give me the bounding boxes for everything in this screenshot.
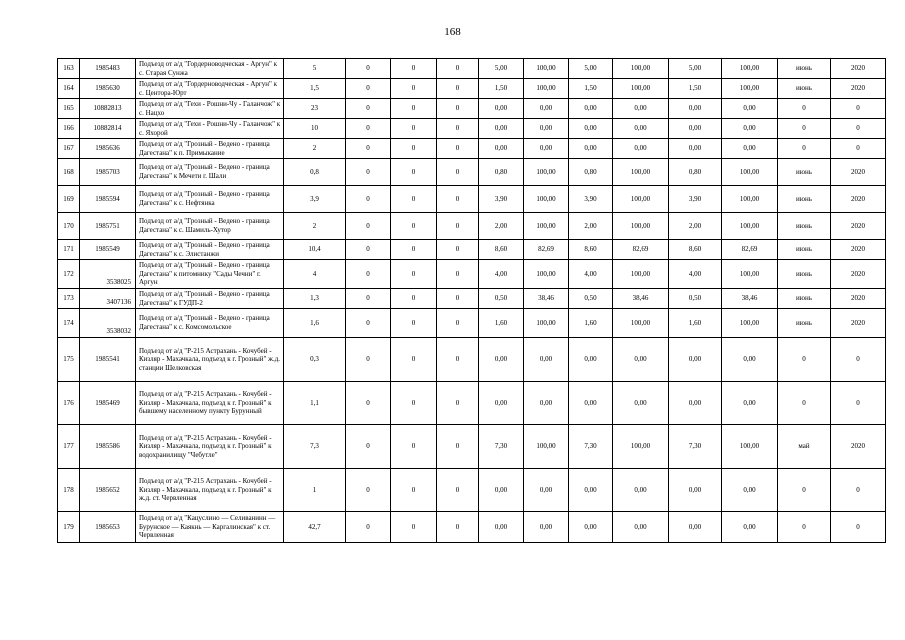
cell-n: 175 — [58, 338, 80, 382]
cell-c10: 100,00 — [722, 159, 778, 186]
cell-c4: 0 — [437, 425, 479, 469]
cell-month: 0 — [778, 382, 831, 425]
cell-c10: 0,00 — [722, 119, 778, 139]
cell-c6: 0,00 — [524, 512, 569, 543]
cell-c8: 0,00 — [613, 139, 669, 159]
cell-c6: 0,00 — [524, 99, 569, 119]
cell-month: июнь — [778, 186, 831, 213]
cell-c6: 100,00 — [524, 159, 569, 186]
table-row — [58, 59, 886, 79]
cell-c10: 100,00 — [722, 213, 778, 240]
cell-c7: 0,00 — [569, 139, 613, 159]
cell-c5: 0,00 — [479, 512, 524, 543]
cell-c7: 0,00 — [569, 99, 613, 119]
cell-c5: 0,00 — [479, 119, 524, 139]
cell-month: 0 — [778, 512, 831, 543]
cell-c9: 4,00 — [669, 260, 722, 289]
cell-month: июнь — [778, 159, 831, 186]
cell-year: 0 — [831, 119, 886, 139]
cell-c9: 0,50 — [669, 289, 722, 309]
cell-month: июнь — [778, 59, 831, 79]
cell-c1: 1,1 — [284, 382, 346, 425]
cell-c6: 0,00 — [524, 338, 569, 382]
cell-c5: 0,80 — [479, 159, 524, 186]
cell-year: 2020 — [831, 260, 886, 289]
cell-c10: 0,00 — [722, 382, 778, 425]
cell-name: Подъезд от а/д "Грозный - Ведено - граница Дагестана" к с. Комсомольское — [136, 309, 284, 338]
cell-month: июнь — [778, 309, 831, 338]
cell-c4: 0 — [437, 382, 479, 425]
cell-c1: 1,3 — [284, 289, 346, 309]
cell-code: 1985652 — [80, 469, 136, 512]
cell-c8: 0,00 — [613, 512, 669, 543]
cell-c9: 2,00 — [669, 213, 722, 240]
cell-c10: 82,69 — [722, 240, 778, 260]
cell-c8: 100,00 — [613, 159, 669, 186]
cell-c4: 0 — [437, 159, 479, 186]
cell-year: 2020 — [831, 213, 886, 240]
cell-c1: 42,7 — [284, 512, 346, 543]
cell-name: Подъезд от а/д "Р-215 Астрахань - Кочубей - Кизляр - Махачкала, подъезд к г. Грозный" ж.д. станции Шелковская — [136, 338, 284, 382]
cell-c7: 8,60 — [569, 240, 613, 260]
cell-year: 0 — [831, 99, 886, 119]
cell-c1: 0,8 — [284, 159, 346, 186]
cell-c4: 0 — [437, 512, 479, 543]
cell-c10: 0,00 — [722, 469, 778, 512]
cell-c1: 23 — [284, 99, 346, 119]
cell-c3: 0 — [391, 99, 437, 119]
cell-code: 1985586 — [80, 425, 136, 469]
cell-c7: 3,90 — [569, 186, 613, 213]
cell-c7: 0,00 — [569, 512, 613, 543]
cell-c7: 1,60 — [569, 309, 613, 338]
cell-c8: 100,00 — [613, 260, 669, 289]
cell-c8: 100,00 — [613, 213, 669, 240]
cell-c3: 0 — [391, 159, 437, 186]
cell-c3: 0 — [391, 382, 437, 425]
cell-code: 1985653 — [80, 512, 136, 543]
cell-month: 0 — [778, 338, 831, 382]
cell-n: 179 — [58, 512, 80, 543]
cell-c6: 100,00 — [524, 425, 569, 469]
table-row — [58, 512, 886, 543]
cell-c4: 0 — [437, 213, 479, 240]
cell-month: май — [778, 425, 831, 469]
cell-n: 178 — [58, 469, 80, 512]
cell-year: 2020 — [831, 425, 886, 469]
cell-c9: 1,50 — [669, 79, 722, 99]
cell-c6: 100,00 — [524, 79, 569, 99]
cell-name: Подъезд от а/д "Грозный - Ведено - граница Дагестана" к с. Шамиль-Хутор — [136, 213, 284, 240]
page-number: 168 — [444, 26, 461, 38]
cell-c2: 0 — [346, 260, 391, 289]
table-row — [58, 186, 886, 213]
cell-c1: 5 — [284, 59, 346, 79]
cell-c9: 0,00 — [669, 119, 722, 139]
cell-c5: 7,30 — [479, 425, 524, 469]
cell-c9: 1,60 — [669, 309, 722, 338]
cell-c8: 100,00 — [613, 425, 669, 469]
cell-c8: 100,00 — [613, 186, 669, 213]
cell-c2: 0 — [346, 309, 391, 338]
cell-c3: 0 — [391, 309, 437, 338]
cell-c7: 0,00 — [569, 382, 613, 425]
cell-year: 0 — [831, 512, 886, 543]
cell-c2: 0 — [346, 99, 391, 119]
table-row — [58, 139, 886, 159]
cell-c4: 0 — [437, 469, 479, 512]
cell-c5: 2,00 — [479, 213, 524, 240]
table-row — [58, 213, 886, 240]
cell-code: 1985751 — [80, 213, 136, 240]
cell-name: Подъезд от а/д "Грозный - Ведено - граница Дагестана" к питомнику "Сады Чечни" г. Аргун — [136, 260, 284, 289]
cell-c6: 0,00 — [524, 139, 569, 159]
cell-c2: 0 — [346, 382, 391, 425]
cell-c3: 0 — [391, 260, 437, 289]
cell-n: 163 — [58, 59, 80, 79]
cell-c2: 0 — [346, 119, 391, 139]
cell-name: Подъезд от а/д "Гехи - Рошни-Чу - Галанчож" к с. Яхорой — [136, 119, 284, 139]
cell-c10: 0,00 — [722, 338, 778, 382]
cell-year: 2020 — [831, 159, 886, 186]
cell-c4: 0 — [437, 289, 479, 309]
cell-c4: 0 — [437, 139, 479, 159]
cell-code: 1985541 — [80, 338, 136, 382]
cell-c1: 10,4 — [284, 240, 346, 260]
cell-c2: 0 — [346, 59, 391, 79]
cell-c10: 100,00 — [722, 59, 778, 79]
cell-month: июнь — [778, 213, 831, 240]
cell-c4: 0 — [437, 260, 479, 289]
cell-c5: 1,60 — [479, 309, 524, 338]
cell-c4: 0 — [437, 338, 479, 382]
table-row — [58, 382, 886, 425]
cell-c9: 3,90 — [669, 186, 722, 213]
cell-code: 1985594 — [80, 186, 136, 213]
cell-n: 168 — [58, 159, 80, 186]
cell-c9: 0,00 — [669, 469, 722, 512]
cell-month: 0 — [778, 99, 831, 119]
cell-c10: 100,00 — [722, 260, 778, 289]
cell-c6: 100,00 — [524, 186, 569, 213]
cell-year: 0 — [831, 469, 886, 512]
cell-c9: 0,00 — [669, 139, 722, 159]
cell-c5: 8,60 — [479, 240, 524, 260]
cell-name: Подъезд от а/д "Грозный - Ведено - граница Дагестана" к ГУДП-2 — [136, 289, 284, 309]
cell-c2: 0 — [346, 186, 391, 213]
cell-c9: 0,00 — [669, 338, 722, 382]
cell-c1: 10 — [284, 119, 346, 139]
cell-c10: 100,00 — [722, 309, 778, 338]
cell-c5: 0,50 — [479, 289, 524, 309]
cell-n: 177 — [58, 425, 80, 469]
cell-c2: 0 — [346, 79, 391, 99]
cell-month: июнь — [778, 240, 831, 260]
cell-c5: 0,00 — [479, 139, 524, 159]
cell-code: 3407136 — [80, 289, 136, 309]
cell-c5: 0,00 — [479, 382, 524, 425]
cell-year: 2020 — [831, 59, 886, 79]
cell-c6: 100,00 — [524, 213, 569, 240]
cell-c8: 0,00 — [613, 469, 669, 512]
cell-name: Подъезд от а/д "Гехи - Рошни-Чу - Галанчож" к с. Нацхо — [136, 99, 284, 119]
cell-code: 1985469 — [80, 382, 136, 425]
cell-code: 3538032 — [80, 309, 136, 338]
cell-c2: 0 — [346, 338, 391, 382]
cell-c7: 1,50 — [569, 79, 613, 99]
cell-code: 10882814 — [80, 119, 136, 139]
table-row — [58, 159, 886, 186]
table-row — [58, 240, 886, 260]
cell-c9: 5,00 — [669, 59, 722, 79]
cell-c8: 0,00 — [613, 99, 669, 119]
cell-c3: 0 — [391, 186, 437, 213]
cell-c7: 0,80 — [569, 159, 613, 186]
cell-year: 2020 — [831, 79, 886, 99]
cell-code: 10882813 — [80, 99, 136, 119]
cell-c1: 1 — [284, 469, 346, 512]
cell-n: 169 — [58, 186, 80, 213]
cell-c6: 0,00 — [524, 382, 569, 425]
cell-name: Подъезд от а/д "Гордерноводческая - Аргун" к с. Старая Сунжа — [136, 59, 284, 79]
cell-year: 2020 — [831, 240, 886, 260]
cell-month: июнь — [778, 289, 831, 309]
cell-c10: 38,46 — [722, 289, 778, 309]
roads-table — [57, 58, 886, 543]
cell-c7: 7,30 — [569, 425, 613, 469]
cell-c4: 0 — [437, 99, 479, 119]
cell-c9: 7,30 — [669, 425, 722, 469]
cell-name: Подъезд от а/д "Гордерноводческая - Аргун" к с. Центора-Юрт — [136, 79, 284, 99]
cell-c1: 1,6 — [284, 309, 346, 338]
table-row — [58, 425, 886, 469]
cell-c6: 82,69 — [524, 240, 569, 260]
cell-c2: 0 — [346, 512, 391, 543]
cell-c10: 100,00 — [722, 186, 778, 213]
cell-c4: 0 — [437, 186, 479, 213]
cell-c5: 0,00 — [479, 338, 524, 382]
cell-c6: 0,00 — [524, 119, 569, 139]
cell-c9: 8,60 — [669, 240, 722, 260]
cell-c1: 7,3 — [284, 425, 346, 469]
cell-c7: 5,00 — [569, 59, 613, 79]
cell-c6: 38,46 — [524, 289, 569, 309]
cell-n: 170 — [58, 213, 80, 240]
cell-c7: 0,00 — [569, 338, 613, 382]
cell-c8: 0,00 — [613, 382, 669, 425]
cell-c8: 100,00 — [613, 79, 669, 99]
cell-year: 0 — [831, 139, 886, 159]
cell-c5: 3,90 — [479, 186, 524, 213]
cell-c3: 0 — [391, 213, 437, 240]
cell-c9: 0,80 — [669, 159, 722, 186]
cell-n: 176 — [58, 382, 80, 425]
cell-c10: 0,00 — [722, 512, 778, 543]
cell-c10: 100,00 — [722, 425, 778, 469]
cell-name: Подъезд от а/д "Грозный - Ведено - граница Дагестана" к п. Примыкание — [136, 139, 284, 159]
cell-name: Подъезд от а/д "Грозный - Ведено - граница Дагестана" к с. Элистанжи — [136, 240, 284, 260]
cell-c3: 0 — [391, 79, 437, 99]
cell-c2: 0 — [346, 289, 391, 309]
table-row — [58, 99, 886, 119]
table-row — [58, 119, 886, 139]
cell-c9: 0,00 — [669, 512, 722, 543]
cell-c5: 4,00 — [479, 260, 524, 289]
cell-name: Подъезд от а/д "Кацуслино — Селиванинн — Бурунское — Каякнь — Каргалинская" к ст. Червленная — [136, 512, 284, 543]
cell-c7: 4,00 — [569, 260, 613, 289]
cell-c6: 100,00 — [524, 260, 569, 289]
cell-n: 164 — [58, 79, 80, 99]
cell-n: 174 — [58, 309, 80, 338]
cell-year: 2020 — [831, 309, 886, 338]
cell-c2: 0 — [346, 159, 391, 186]
cell-c8: 100,00 — [613, 309, 669, 338]
cell-c8: 0,00 — [613, 119, 669, 139]
cell-name: Подъезд от а/д "Р-215 Астрахань - Кочубей - Кизляр - Махачкала, подъезд к г. Грозный" к ж.д. ст. Червленная — [136, 469, 284, 512]
table-row — [58, 338, 886, 382]
cell-c3: 0 — [391, 119, 437, 139]
cell-c6: 100,00 — [524, 309, 569, 338]
cell-c9: 0,00 — [669, 99, 722, 119]
cell-c5: 0,00 — [479, 469, 524, 512]
cell-c10: 0,00 — [722, 139, 778, 159]
cell-c8: 100,00 — [613, 59, 669, 79]
table-row — [58, 469, 886, 512]
cell-name: Подъезд от а/д "Р-215 Астрахань - Кочубей - Кизляр - Махачкала, подъезд к г. Грозный" к водохранилищу "Чебутле" — [136, 425, 284, 469]
cell-month: июнь — [778, 260, 831, 289]
cell-year: 2020 — [831, 186, 886, 213]
cell-c1: 1,5 — [284, 79, 346, 99]
cell-c6: 0,00 — [524, 469, 569, 512]
cell-n: 166 — [58, 119, 80, 139]
cell-c9: 0,00 — [669, 382, 722, 425]
cell-c4: 0 — [437, 119, 479, 139]
table-row — [58, 79, 886, 99]
cell-c5: 5,00 — [479, 59, 524, 79]
cell-c3: 0 — [391, 425, 437, 469]
cell-c6: 100,00 — [524, 59, 569, 79]
cell-code: 1985483 — [80, 59, 136, 79]
cell-c2: 0 — [346, 240, 391, 260]
table-row — [58, 289, 886, 309]
cell-c7: 0,00 — [569, 469, 613, 512]
cell-name: Подъезд от а/д "Грозный - Ведено - граница Дагестана" к с. Нефтянка — [136, 186, 284, 213]
cell-c2: 0 — [346, 469, 391, 512]
cell-year: 2020 — [831, 289, 886, 309]
cell-name: Подъезд от а/д "Р-215 Астрахань - Кочубей - Кизляр - Махачкала, подъезд к г. Грозный" к бывшему населенному пункту Бурунный — [136, 382, 284, 425]
cell-code: 1985703 — [80, 159, 136, 186]
table-row — [58, 260, 886, 289]
cell-c8: 38,46 — [613, 289, 669, 309]
cell-c10: 0,00 — [722, 99, 778, 119]
cell-year: 0 — [831, 338, 886, 382]
cell-c7: 2,00 — [569, 213, 613, 240]
cell-c3: 0 — [391, 512, 437, 543]
cell-year: 0 — [831, 382, 886, 425]
cell-c2: 0 — [346, 425, 391, 469]
cell-c1: 4 — [284, 260, 346, 289]
cell-c4: 0 — [437, 309, 479, 338]
cell-c8: 82,69 — [613, 240, 669, 260]
cell-month: 0 — [778, 139, 831, 159]
cell-c10: 100,00 — [722, 79, 778, 99]
cell-c4: 0 — [437, 59, 479, 79]
cell-n: 165 — [58, 99, 80, 119]
cell-c7: 0,50 — [569, 289, 613, 309]
cell-c1: 2 — [284, 139, 346, 159]
cell-c3: 0 — [391, 338, 437, 382]
cell-code: 1985630 — [80, 79, 136, 99]
cell-c8: 0,00 — [613, 338, 669, 382]
cell-code: 3538025 — [80, 260, 136, 289]
cell-c3: 0 — [391, 289, 437, 309]
cell-code: 1985549 — [80, 240, 136, 260]
cell-month: 0 — [778, 119, 831, 139]
cell-c4: 0 — [437, 240, 479, 260]
cell-n: 172 — [58, 260, 80, 289]
cell-c1: 2 — [284, 213, 346, 240]
cell-c3: 0 — [391, 469, 437, 512]
table-row — [58, 309, 886, 338]
table-body — [58, 59, 886, 543]
cell-c7: 0,00 — [569, 119, 613, 139]
cell-c3: 0 — [391, 59, 437, 79]
cell-c1: 0,3 — [284, 338, 346, 382]
cell-c5: 0,00 — [479, 99, 524, 119]
cell-c1: 3,9 — [284, 186, 346, 213]
cell-c3: 0 — [391, 240, 437, 260]
cell-c2: 0 — [346, 213, 391, 240]
cell-n: 167 — [58, 139, 80, 159]
cell-n: 171 — [58, 240, 80, 260]
cell-c4: 0 — [437, 79, 479, 99]
cell-name: Подъезд от а/д "Грозный - Ведено - граница Дагестана" к Мечети г. Шали — [136, 159, 284, 186]
cell-c5: 1,50 — [479, 79, 524, 99]
cell-code: 1985636 — [80, 139, 136, 159]
cell-c3: 0 — [391, 139, 437, 159]
cell-c2: 0 — [346, 139, 391, 159]
cell-month: 0 — [778, 469, 831, 512]
cell-month: июнь — [778, 79, 831, 99]
cell-n: 173 — [58, 289, 80, 309]
